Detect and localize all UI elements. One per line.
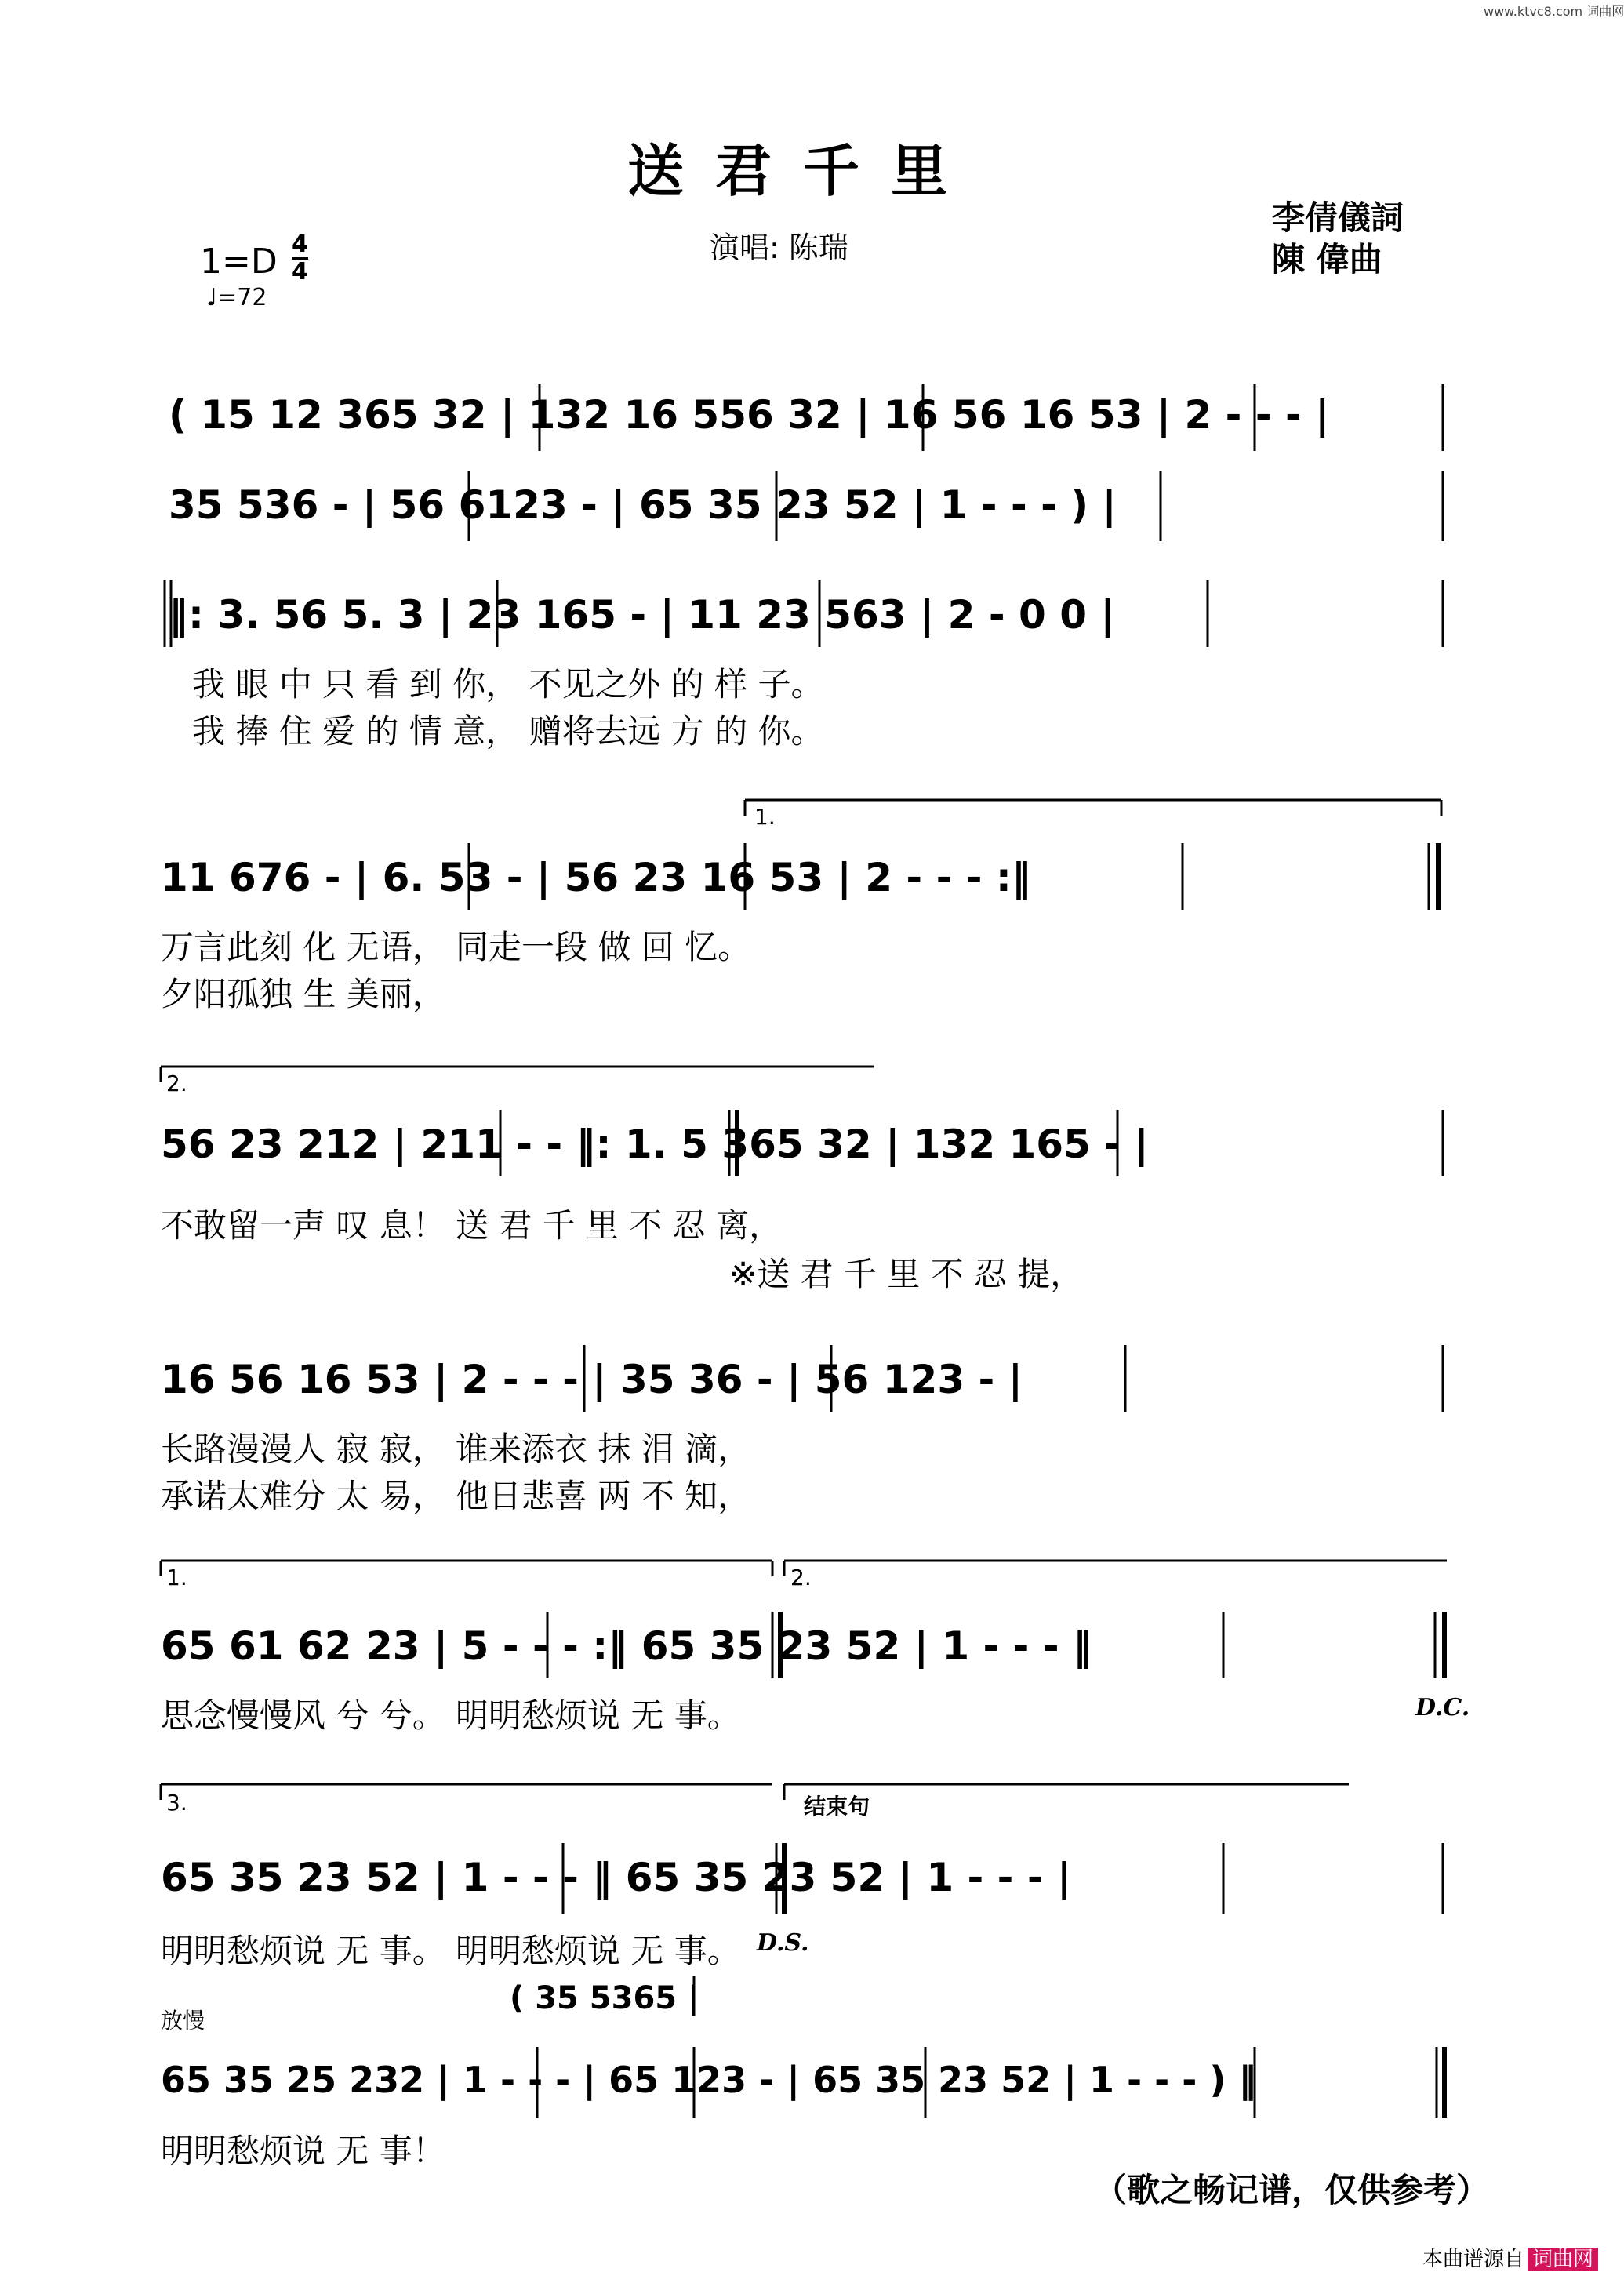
notation-row: 16 56 16 53 | 2 - - - | 35 36 - | 56 123 - |: [161, 1357, 1023, 1402]
ds-mark: D.S.: [757, 1929, 809, 1957]
footer: [1422, 2243, 1598, 2272]
volta-label: 3.: [166, 1790, 187, 1816]
volta-label: 1.: [166, 1565, 187, 1590]
footnote: （歌之畅记谱，仅供参考）: [1094, 2171, 1490, 2209]
notation-row: 35 536 - | 56 6123 - | 65 35 23 52 | 1 - - - ) |: [169, 482, 1117, 528]
intro-notation: ( 35 5365 |: [510, 1980, 699, 2016]
site-url: www.ktvc8.com 词曲网: [1484, 4, 1624, 19]
composer-credit: 陳 偉曲: [1272, 240, 1382, 278]
ending-label: 结束句: [804, 1794, 870, 1819]
meter-bottom: 4: [292, 258, 308, 285]
lyric-verse-1: 思念慢慢风 兮 兮。 明明愁烦说 无 事。: [161, 1696, 740, 1735]
notation-row: 56 23 212 | 211 - - ‖: 1. 5 365 32 | 132 165 - |: [161, 1121, 1149, 1167]
footer-brand-logo[interactable]: 词曲网: [1528, 2248, 1598, 2271]
footer-text: 本曲谱源自: [1422, 2248, 1525, 2271]
notation-row: 65 35 25 232 | 1 - - - | 65 123 - | 65 35 23 52 | 1 - - - ) ‖: [161, 2059, 1257, 2101]
lyric-verse-1: 我 眼 中 只 看 到 你， 不见之外 的 样 子。: [192, 665, 824, 703]
lyric-verse-1: 明明愁烦说 无 事。 明明愁烦说 无 事。: [161, 1932, 740, 1970]
tempo-marking: ♩=72: [206, 284, 267, 311]
lyric-verse-2: 我 捧 住 爱 的 情 意， 赠将去远 方 的 你。: [192, 712, 824, 751]
lyric-verse-1: 长路漫漫人 寂 寂， 谁来添衣 抹 泪 滴，: [161, 1430, 751, 1468]
lyric-verse-2: ※送 君 千 里 不 忍 提，: [729, 1255, 1084, 1293]
lyric-verse-1: 明明愁烦说 无 事！: [161, 2132, 445, 2170]
lyric-verse-2: 承诺太难分 太 易， 他日悲喜 两 不 知，: [161, 1477, 751, 1515]
meter-top: 4: [292, 231, 308, 258]
notation-row: 65 35 23 52 | 1 - - - ‖ 65 35 23 52 | 1 - - - |: [161, 1855, 1072, 1900]
volta-label: 2.: [166, 1071, 187, 1096]
notation-row: 11 676 - | 6. 53 - | 56 23 16 53 | 2 - - - :‖: [161, 855, 1031, 900]
dc-mark: D.C.: [1415, 1694, 1470, 1721]
song-title: 送君千里: [627, 137, 979, 204]
volta-label-2: 2.: [790, 1565, 812, 1590]
lyric-verse-2: 夕阳孤独 生 美丽，: [161, 975, 445, 1013]
lyricist-credit: 李倩儀詞: [1272, 198, 1404, 237]
lyric-verse-1: 不敢留一声 叹 息！ 送 君 千 里 不 忍 离，: [161, 1206, 783, 1245]
singer: 演唱: 陈瑞: [710, 231, 848, 265]
notation-row: ‖: 3. 56 5. 3 | 23 165 - | 11 23 563 | 2 - 0 0 |: [169, 592, 1115, 638]
key-signature: 1=D: [200, 242, 278, 282]
lyric-verse-1: 万言此刻 化 无语， 同走一段 做 回 忆。: [161, 928, 751, 966]
notation-row: 65 61 62 23 | 5 - - - :‖ 65 35 23 52 | 1 - - - ‖: [161, 1623, 1092, 1669]
volta-label: 1.: [754, 804, 776, 830]
tempo-change: 放慢: [161, 2008, 205, 2034]
notation-row: ( 15 12 365 32 | 132 16 556 32 | 16 56 16 53 | 2 - - - |: [169, 392, 1330, 438]
